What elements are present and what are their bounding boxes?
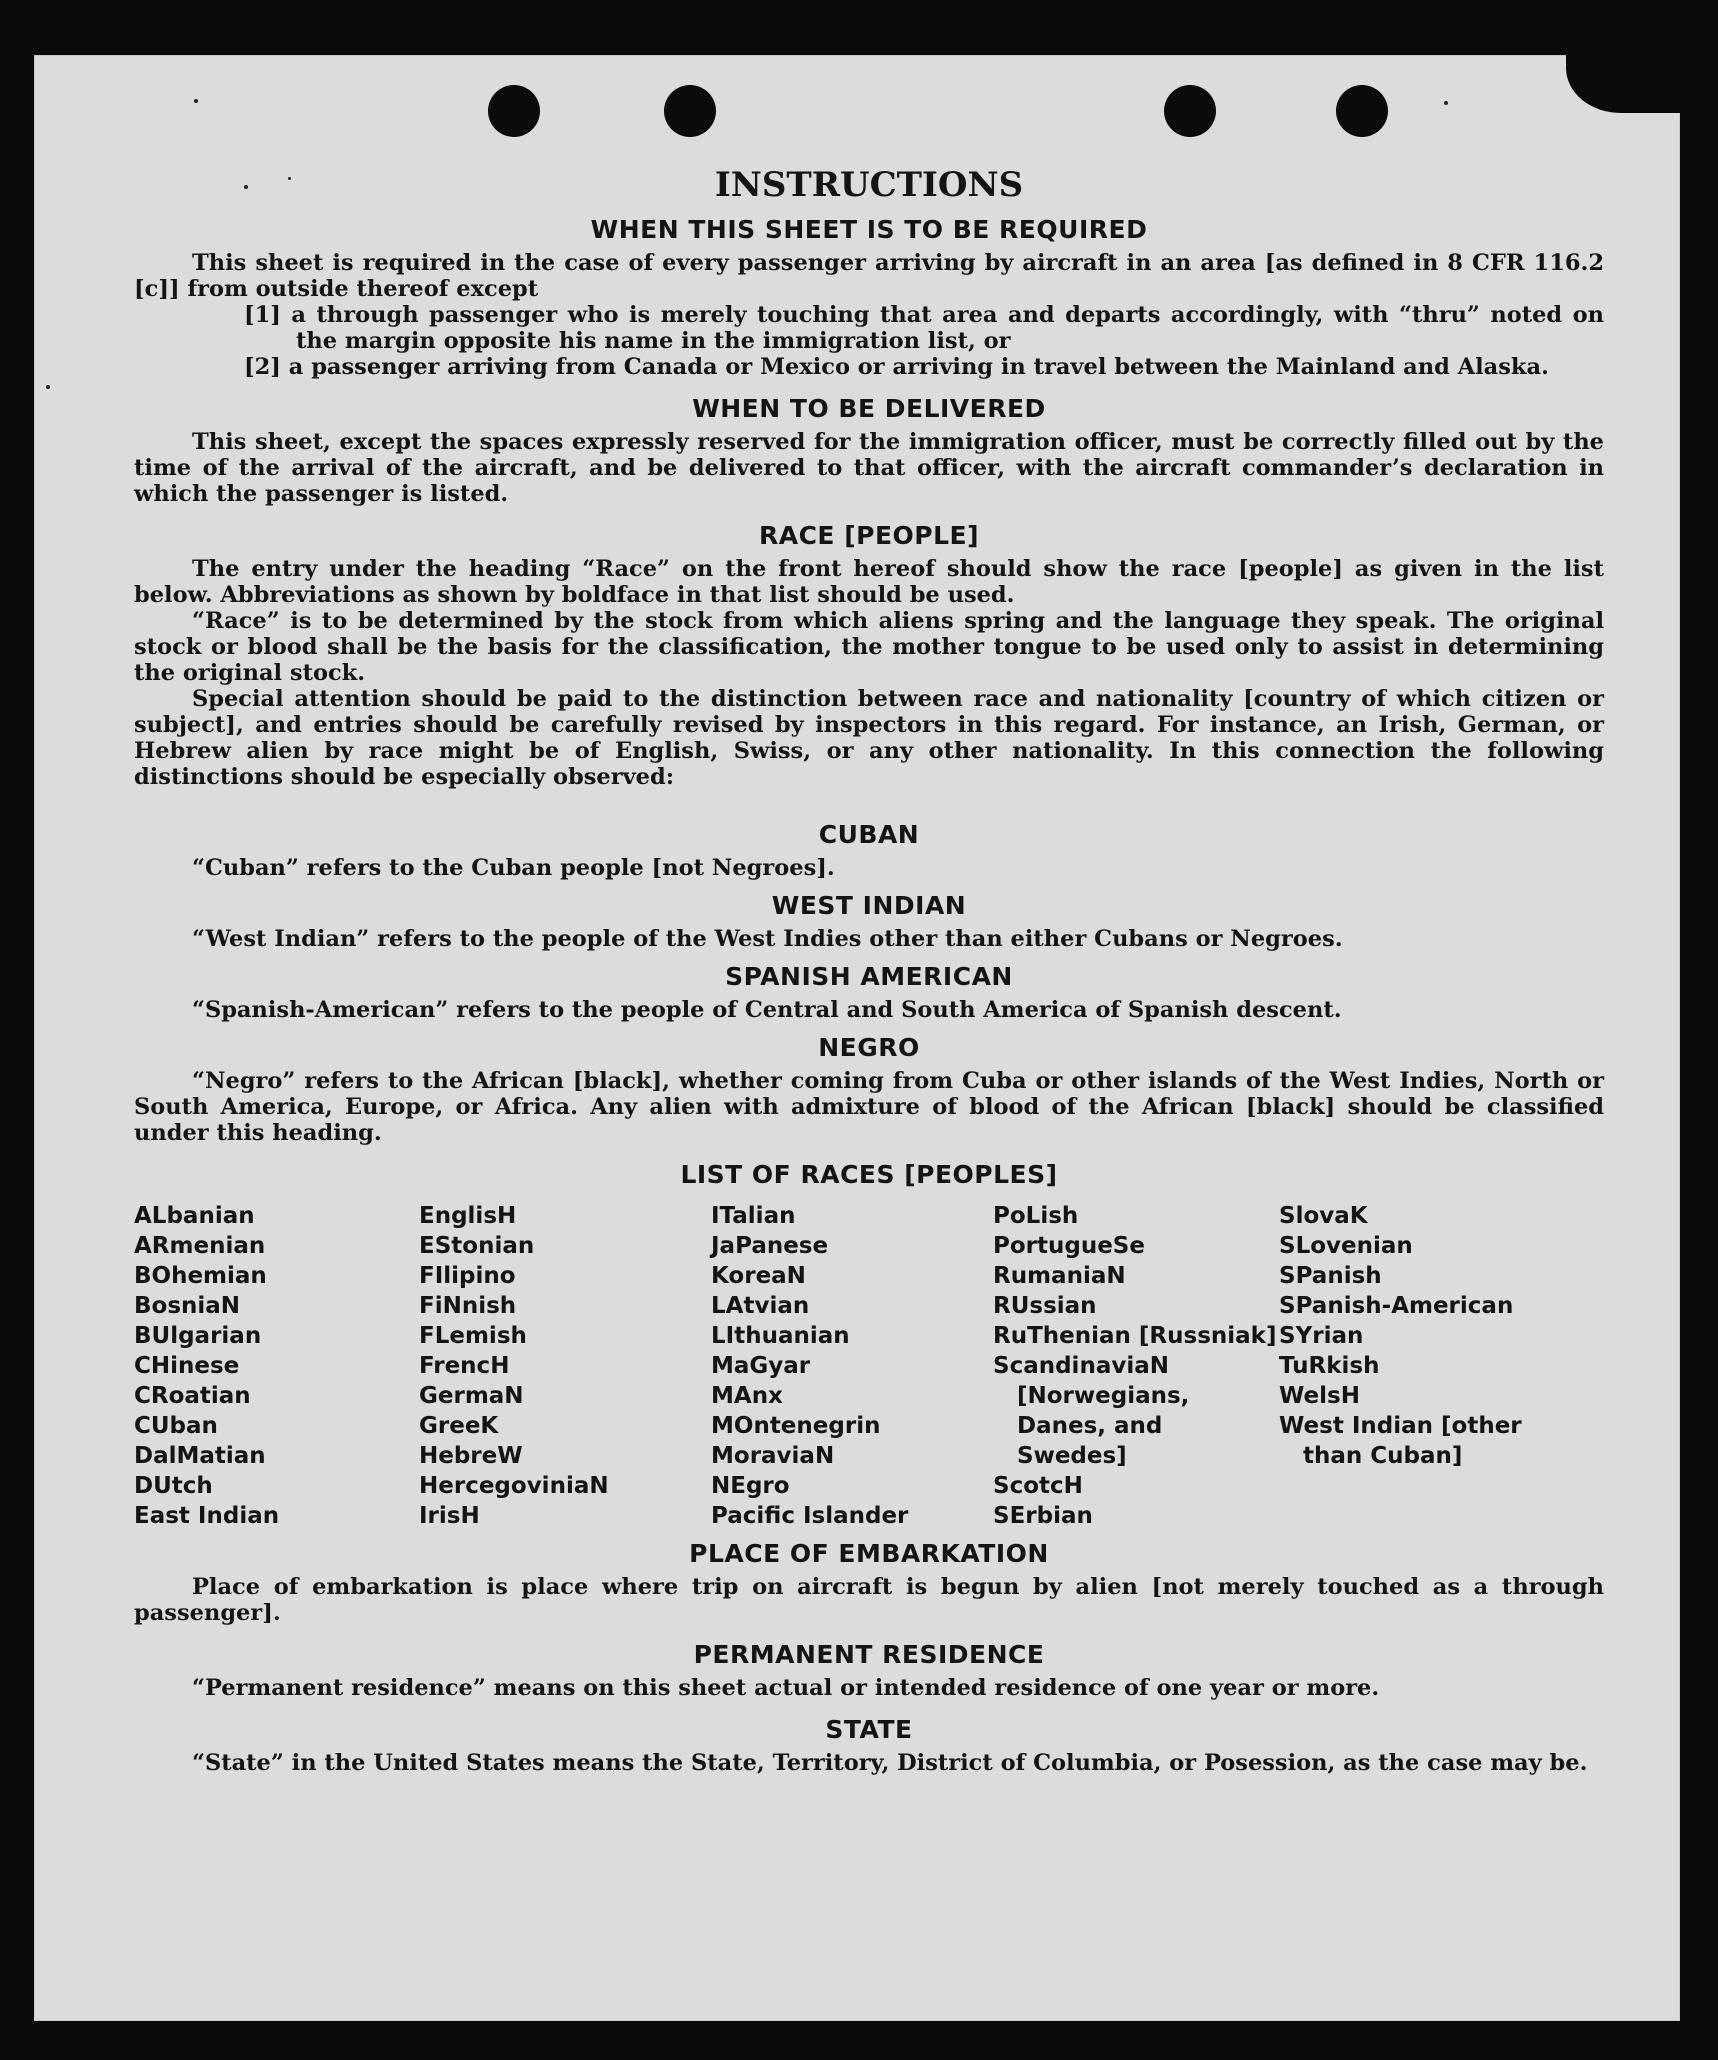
race-item: HebreW: [419, 1443, 523, 1469]
race-item: IrisH: [419, 1503, 480, 1529]
list-item: [1] a through passenger who is merely touching that area and departs accordingly, with “thru” noted on the margin opposite his name in the immigration list, or: [244, 302, 1604, 354]
race-item: SLovenian: [1279, 1233, 1413, 1259]
race-item: DUtch: [134, 1473, 213, 1499]
races-column-2: [419, 1201, 711, 1531]
punch-hole: [664, 85, 716, 137]
section-heading: PERMANENT RESIDENCE: [693, 1640, 1045, 1669]
race-item: FIlipino: [419, 1263, 516, 1289]
speck: [1444, 101, 1448, 105]
paragraph: This sheet is required in the case of every passenger arriving by aircraft in an area [as defined in 8 CFR 116.2 [c]] from outside thereof except: [134, 250, 1604, 302]
race-item: Pacific Islander: [711, 1503, 909, 1529]
race-item: TuRkish: [1279, 1353, 1380, 1379]
race-item: FrencH: [419, 1353, 510, 1379]
race-item: LAtvian: [711, 1293, 810, 1319]
race-item: SPanish: [1279, 1263, 1382, 1289]
section-heading: RACE [PEOPLE]: [758, 521, 980, 550]
race-item: MoraviaN: [711, 1443, 835, 1469]
speck: [244, 185, 248, 189]
race-item: ARmenian: [134, 1233, 266, 1259]
race-item: SPanish-American: [1279, 1293, 1514, 1319]
paragraph: “Cuban” refers to the Cuban people [not Negroes].: [192, 855, 835, 881]
races-list: [134, 1201, 1604, 1531]
race-item: CUban: [134, 1413, 218, 1439]
race-item: East Indian: [134, 1503, 280, 1529]
race-item: WelsH: [1279, 1383, 1360, 1409]
torn-corner: [1566, 51, 1686, 113]
race-item: ITalian: [711, 1203, 796, 1229]
race-item: ScandinaviaN [Norwegians, Danes, and Swedes]: [993, 1353, 1190, 1469]
race-item: MaGyar: [711, 1353, 811, 1379]
paragraph: “West Indian” refers to the people of the West Indies other than either Cubans or Negroes.: [192, 926, 1343, 952]
races-heading: LIST OF RACES [PEOPLES]: [680, 1160, 1058, 1189]
race-item: SlovaK: [1279, 1203, 1368, 1229]
section-heading: STATE: [825, 1715, 913, 1744]
race-item: GreeK: [419, 1413, 499, 1439]
race-item: RuThenian [Russniak]: [993, 1323, 1277, 1349]
race-item: CHinese: [134, 1353, 240, 1379]
race-item: NEgro: [711, 1473, 790, 1499]
section-heading: WEST INDIAN: [771, 891, 967, 920]
paragraph: “Race” is to be determined by the stock from which aliens spring and the language they speak. The original stock or blood shall be the basis for the classification, the mother tongue to be used only to assist in determining the original stock.: [134, 608, 1604, 686]
document-sheet: [34, 55, 1680, 2021]
race-item: FiNnish: [419, 1293, 517, 1319]
race-item: MAnx: [711, 1383, 783, 1409]
section-heading: WHEN THIS SHEET IS TO BE REQUIRED: [590, 215, 1148, 244]
paragraph: “Spanish-American” refers to the people of Central and South America of Spanish descent.: [192, 997, 1342, 1023]
section-heading: CUBAN: [818, 820, 920, 849]
section-heading: PLACE OF EMBARKATION: [689, 1539, 1049, 1568]
paragraph: This sheet, except the spaces expressly reserved for the immigration officer, must be correctly filled out by the time of the arrival of the aircraft, and be delivered to that officer, with the aircraft commander’s declaration in which the passenger is listed.: [134, 429, 1604, 507]
races-column-4: [993, 1201, 1279, 1531]
race-item: PoLish: [993, 1203, 1079, 1229]
race-item: EnglisH: [419, 1203, 517, 1229]
speck: [46, 385, 50, 389]
speck: [194, 99, 198, 103]
race-item: FLemish: [419, 1323, 527, 1349]
speck: [288, 177, 291, 180]
race-item: HercegoviniaN: [419, 1473, 609, 1499]
paragraph: “Permanent residence” means on this sheet actual or intended residence of one year or more.: [192, 1675, 1380, 1701]
race-item: SErbian: [993, 1503, 1093, 1529]
race-item: JaPanese: [711, 1233, 829, 1259]
paragraph: The entry under the heading “Race” on the front hereof should show the race [people] as given in the list below. Abbreviations as shown by boldface in that list should be used.: [134, 556, 1604, 608]
races-column-1: [134, 1201, 419, 1531]
race-item: ScotcH: [993, 1473, 1083, 1499]
race-item: BosniaN: [134, 1293, 241, 1319]
race-item: PortugueSe: [993, 1233, 1145, 1259]
race-item: RumaniaN: [993, 1263, 1126, 1289]
race-item: ALbanian: [134, 1203, 255, 1229]
races-column-3: [711, 1201, 993, 1531]
section-heading: SPANISH AMERICAN: [725, 962, 1013, 991]
section-heading: NEGRO: [818, 1033, 920, 1062]
punch-hole: [488, 85, 540, 137]
race-item: BUlgarian: [134, 1323, 262, 1349]
paragraph: Place of embarkation is place where trip on aircraft is begun by alien [not merely touched as a through passenger].: [134, 1574, 1604, 1626]
paragraph: Special attention should be paid to the distinction between race and nationality [country of which citizen or subject], and entries should be carefully revised by inspectors in this regard. For instance, an Irish, German, or Hebrew alien by race might be of English, Swiss, or any other nationality. In this connection the following distinctions should be especially observed:: [134, 686, 1604, 790]
race-item: CRoatian: [134, 1383, 251, 1409]
punch-hole: [1164, 85, 1216, 137]
race-item: LIthuanian: [711, 1323, 850, 1349]
race-item: BOhemian: [134, 1263, 267, 1289]
race-item: West Indian [other than Cuban]: [1279, 1413, 1522, 1469]
race-item: KoreaN: [711, 1263, 806, 1289]
race-item: DalMatian: [134, 1443, 266, 1469]
race-item: GermaN: [419, 1383, 524, 1409]
section-heading: WHEN TO BE DELIVERED: [692, 394, 1046, 423]
paragraph: “Negro” refers to the African [black], whether coming from Cuba or other islands of the West Indies, North or South America, Europe, or Africa. Any alien with admixture of blood of the African [black] should be classified under this heading.: [134, 1068, 1604, 1146]
race-item: RUssian: [993, 1293, 1097, 1319]
punch-hole: [1336, 85, 1388, 137]
instructions-content: [134, 165, 1604, 1776]
race-item: EStonian: [419, 1233, 535, 1259]
list-item: [2] a passenger arriving from Canada or Mexico or arriving in travel between the Mainland and Alaska.: [244, 354, 1549, 380]
page-title: INSTRUCTIONS: [714, 165, 1024, 205]
race-item: SYrian: [1279, 1323, 1364, 1349]
races-column-5: [1279, 1201, 1579, 1531]
paragraph: “State” in the United States means the State, Territory, District of Columbia, or Posession, as the case may be.: [192, 1750, 1588, 1776]
race-item: MOntenegrin: [711, 1413, 881, 1439]
